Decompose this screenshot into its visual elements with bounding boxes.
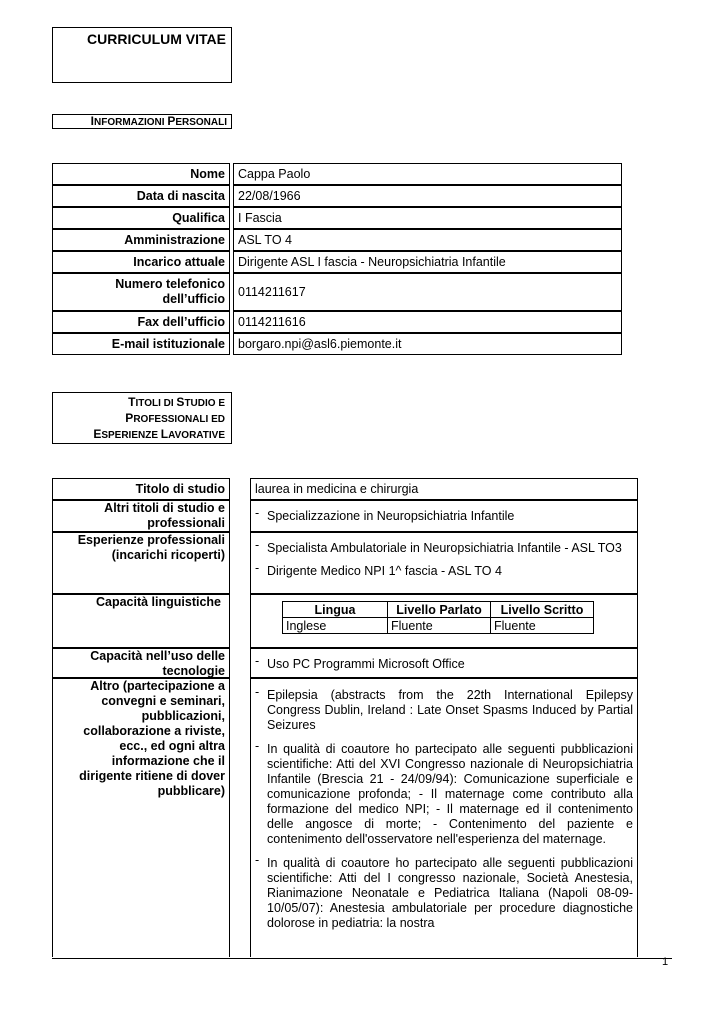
list-item: - Specializzazione in Neuropsichiatria Infantile <box>255 509 633 524</box>
label-fax: Fax dell’ufficio <box>52 311 230 333</box>
value-amministrazione: ASL TO 4 <box>233 229 622 251</box>
value-nome: Cappa Paolo <box>233 163 622 185</box>
cell-parlato: Fluente <box>388 618 491 634</box>
table-row <box>52 251 622 273</box>
list-item: - In qualità di coautore ho partecipato alle seguenti pubblicazioni scientifiche: Atti del XVI Congresso nazionale di Neuropsichiatria Infantile (Brescia 21 - 24/09/94): Comunicazione superficiale e comunicazione profonda; - Il maternage come contributo alla formazione del medico NPI; - Il maternage ed il contenimento delle angosce di morte; - Contenimento del paziente e contenimento dell'osservatore nell'esperienza del maternage. <box>255 742 633 847</box>
table-row <box>52 333 622 355</box>
value-data-nascita: 22/08/1966 <box>233 185 622 207</box>
table-row <box>52 185 622 207</box>
label-esperienze: Esperienze professionali (incarichi ricoperti) <box>52 532 230 594</box>
table-row <box>283 618 594 634</box>
label-lingue: Capacità linguistiche <box>52 594 230 648</box>
value-qualifica: I Fascia <box>233 207 622 229</box>
table-row <box>283 602 594 618</box>
table-row <box>52 229 622 251</box>
value-esperienze <box>250 532 638 594</box>
list-item: - Epilepsia (abstracts from the 22th International Epilepsy Congress Dublin, Ireland : Late Onset Spasms Induced by Partial Seizures <box>255 688 633 733</box>
title-box <box>52 27 232 83</box>
value-telefono: 0114211617 <box>233 273 622 311</box>
header-scritto: Livello Scritto <box>491 602 594 618</box>
label-nome: Nome <box>52 163 230 185</box>
list-item: - Dirigente Medico NPI 1^ fascia - ASL TO 4 <box>255 564 633 579</box>
value-altro <box>250 678 638 970</box>
table-row <box>52 163 622 185</box>
value-email: borgaro.npi@asl6.piemonte.it <box>233 333 622 355</box>
label-altri-titoli: Altri titoli di studio e professionali <box>52 500 230 532</box>
label-titolo-studio: Titolo di studio <box>52 478 230 500</box>
value-altri-titoli <box>250 500 638 532</box>
languages-table <box>282 601 594 634</box>
page-number: 1 <box>662 956 669 968</box>
list-item: - Specialista Ambulatoriale in Neuropsichiatria Infantile - ASL TO3 <box>255 541 633 556</box>
value-titolo-studio: laurea in medicina e chirurgia <box>250 478 638 500</box>
value-fax: 0114211616 <box>233 311 622 333</box>
label-amministrazione: Amministrazione <box>52 229 230 251</box>
value-incarico: Dirigente ASL I fascia - Neuropsichiatria Infantile <box>233 251 622 273</box>
value-tecnologie <box>250 648 638 678</box>
label-email: E-mail istituzionale <box>52 333 230 355</box>
document-title: CURRICULUM VITAE <box>87 31 226 47</box>
label-qualifica: Qualifica <box>52 207 230 229</box>
section-personal-info: INFORMAZIONI PERSONALI <box>52 114 232 129</box>
header-parlato: Livello Parlato <box>388 602 491 618</box>
label-data-nascita: Data di nascita <box>52 185 230 207</box>
label-tecnologie: Capacità nell’uso delle tecnologie <box>52 648 230 678</box>
table-row <box>52 273 622 311</box>
label-telefono: Numero telefonico dell’ufficio <box>52 273 230 311</box>
table-row <box>52 311 622 333</box>
personal-info-table <box>52 163 622 355</box>
table-row <box>52 207 622 229</box>
header-lingua: Lingua <box>283 602 388 618</box>
cell-scritto: Fluente <box>491 618 594 634</box>
section-education-experience: TITOLI DI STUDIO E PROFESSIONALI ED ESPERIENZE LAVORATIVE <box>52 392 232 444</box>
label-altro: Altro (partecipazione a convegni e seminari, pubblicazioni, collaborazione a riviste, ecc., ed ogni altra informazione che il dirigente ritiene di dover pubblicare) <box>52 678 230 970</box>
label-incarico: Incarico attuale <box>52 251 230 273</box>
cell-lingua: Inglese <box>283 618 388 634</box>
footer-divider <box>52 958 672 959</box>
list-item: - Uso PC Programmi Microsoft Office <box>255 657 633 672</box>
list-item: - In qualità di coautore ho partecipato alle seguenti pubblicazioni scientifiche: Atti del I congresso nazionale, Società Anestesia, Rianimazione Neonatale e Pediatrica Italiana (Napoli 08-09-10/05/07): Anestesia ambulatoriale per procedure diagnostiche dolorose in pediatria: la nostra <box>255 856 633 931</box>
value-lingue <box>250 594 638 648</box>
